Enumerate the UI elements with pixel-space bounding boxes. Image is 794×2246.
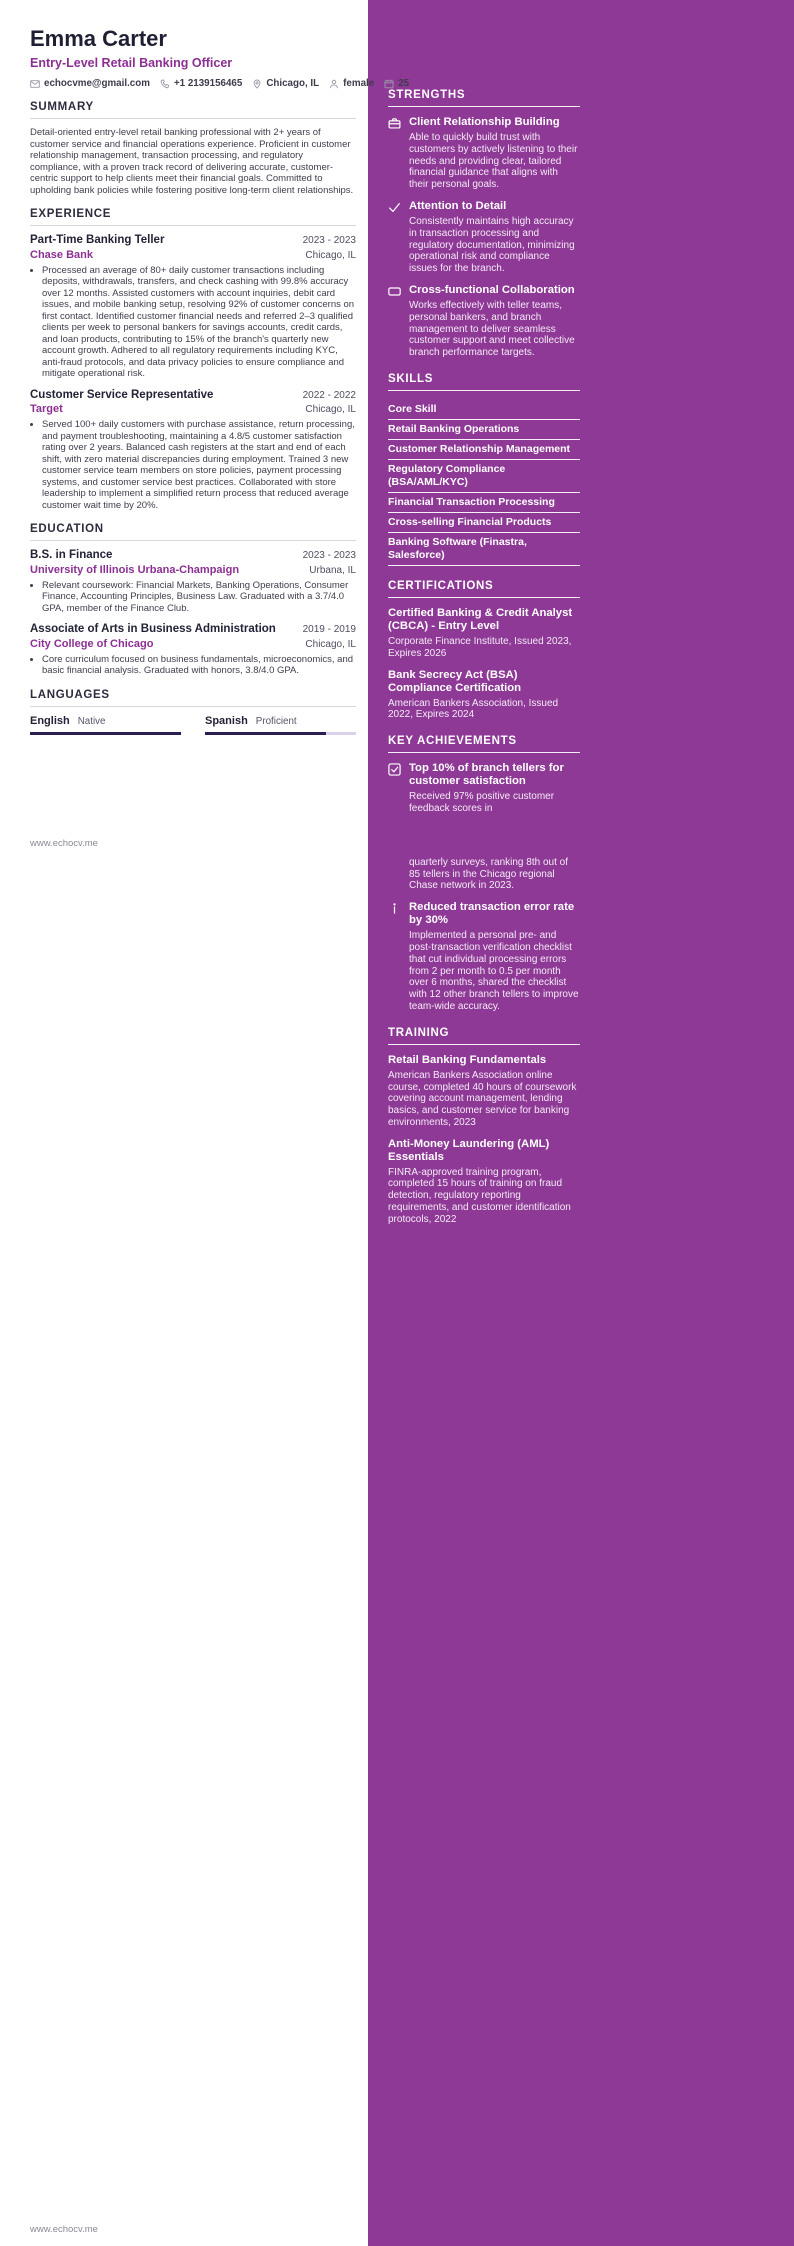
info-icon [388,901,401,1013]
certification-subtitle: Corporate Finance Institute, Issued 2023, Expires 2026 [388,635,572,659]
skill-item: Banking Software (Finastra, Salesforce) [388,533,580,566]
language-name: English [30,714,70,727]
strength-body [409,116,580,191]
certification-subtitle: American Bankers Association, Issued 2022, Expires 2024 [388,697,559,721]
experience-entry [30,234,356,380]
skills-section [388,372,580,566]
achievement-body [409,901,580,1013]
school-name: University of Illinois Urbana-Champaign [30,563,240,576]
languages-grid [30,715,356,735]
job-bullet: • Processed an average of 80+ daily customer transactions including deposits, withdrawals, transfers, and check cashing with 99.8% accuracy over 12 months. Assisted customers with account inquiries, debit card issues, and mobile banking setup, resolving 92% of customer concerns on first contact. Identified customer financial needs and referred 2–3 qualified clients per week to personal bankers for savings accounts, credit cards, and loan products, contributing to 15% of the branch's quarterly new account growth. Adhered to all regulatory requirements including KYC, anti-fraud protocols, and data privacy policies to ensure compliance and mitigate operational risk. [42,265,356,380]
achievement-item [388,901,580,1013]
experience-entry [30,389,356,512]
certification-item [388,607,580,660]
job-company-row [30,402,356,416]
job-title-row [30,234,356,248]
job-title-row [30,389,356,403]
language-level: Proficient [255,715,297,727]
language-label-row [205,715,356,727]
card-icon [388,284,401,359]
footer-url: www.echocv.me [30,838,98,849]
strength-text: Able to quickly build trust with customers by actively listening to their needs and providing clear, tailored financial guidance that aligns with their personal goals. [409,132,578,191]
school-location: Urbana, IL [309,564,356,576]
skill-item: Financial Transaction Processing [388,493,580,513]
contact-age-text: 25 [398,78,410,89]
resume-header [30,26,410,89]
languages-heading: LANGUAGES [30,688,356,707]
languages-section [30,688,356,735]
strengths-heading: STRENGTHS [388,88,580,107]
email-icon [30,79,40,89]
job-location: Chicago, IL [305,249,356,261]
language-proficiency-bar [205,732,356,735]
achievement-body [409,762,580,892]
briefcase-icon [388,116,401,191]
certifications-section [388,579,580,721]
contact-gender-text: female [343,78,375,89]
job-company: Chase Bank [30,248,93,261]
candidate-title: Entry-Level Retail Banking Officer [30,56,233,70]
strength-item [388,116,580,191]
job-bullet: • Served 100+ daily customers with purchase assistance, return processing, and payment troubleshooting, maintaining a 4.8/5 customer satisfaction rating over 2 years. Balanced cash registers at the start and end of each shift, with zero material discrepancies during employment. Trained 3 new customer service team members on store policies, payment processing systems, and customer service best practices. Collaborated with store leadership to implement a simplified return process that reduced average customer wait time by 20%. [42,419,356,511]
page-break-gap [409,815,580,857]
job-bullets [30,419,356,511]
certifications-heading: CERTIFICATIONS [388,579,580,598]
job-company-row [30,248,356,262]
education-section [30,522,356,677]
job-dates: 2023 - 2023 [302,235,356,246]
skill-item: Retail Banking Operations [388,420,580,440]
contact-email [30,78,150,89]
education-bullet: • Core curriculum focused on business fundamentals, microeconomics, and basic financial analysis. Graduated with honors, 3.8/4.0 GPA. [42,654,356,677]
language-label-row [30,715,181,727]
school-row [30,563,356,577]
contact-email-text: echocvme@gmail.com [44,78,150,89]
training-title: Anti-Money Laundering (AML) Essentials [388,1137,550,1163]
check-icon [388,200,401,275]
phone-icon [160,79,170,89]
location-pin-icon [252,79,262,89]
strength-body [409,200,580,275]
education-bullets [30,654,356,677]
strength-title: Cross-functional Collaboration [409,283,575,296]
training-heading: TRAINING [388,1026,580,1045]
strength-text: Works effectively with teller teams, personal bankers, and branch management to deliver seamless customer support and meet collective branch performance targets. [409,299,575,359]
person-icon [329,79,339,89]
contact-age [384,78,409,89]
summary-section [30,100,356,196]
language-proficiency-fill [205,732,326,735]
skills-heading: SKILLS [388,372,580,391]
strength-item [388,200,580,275]
contact-location [252,78,319,89]
achievement-text: Implemented a personal pre- and post-transaction verification checklist that cut individual processing errors from 2 per month to 0.5 per month over 6 months, shared the checklist with 12 other branch tellers to improve team-wide accuracy. [409,930,579,1012]
school-row [30,637,356,651]
contact-phone [160,78,242,89]
training-text: FINRA-approved training program, completed 15 hours of training on fraud detection, regulatory reporting requirements, and customer identification protocols, 2022 [388,1166,571,1225]
main-column [30,26,410,735]
certification-title: Bank Secrecy Act (BSA) Compliance Certification [388,668,522,694]
achievements-heading: KEY ACHIEVEMENTS [388,734,580,753]
job-location: Chicago, IL [305,404,356,415]
training-item [388,1138,580,1226]
certification-title: Certified Banking & Credit Analyst (CBCA) - Entry Level [388,606,573,632]
language-name: Spanish [205,714,248,727]
degree-row [30,549,356,563]
degree-row [30,623,356,637]
experience-section [30,207,356,511]
contact-row [30,78,410,89]
sidebar [368,0,794,2246]
education-heading: EDUCATION [30,522,356,541]
language-proficiency-bar [30,732,181,735]
candidate-name: Emma Carter [30,26,167,51]
strength-item [388,284,580,359]
job-title: Part-Time Banking Teller [30,234,165,246]
training-text: American Bankers Association online course, completed 40 hours of coursework covering account management, lending basics, and customer service for banking environments, 2023 [388,1069,577,1128]
school-name: City College of Chicago [30,637,154,650]
skill-item: Regulatory Compliance (BSA/AML/KYC) [388,460,580,493]
contact-phone-text: +1 2139156465 [173,78,243,89]
language-item [30,715,181,735]
achievement-title: Reduced transaction error rate by 30% [409,901,575,927]
education-entry [30,549,356,614]
job-title: Customer Service Representative [30,388,214,401]
checkbox-checked-icon [388,762,401,892]
footer-url: www.echocv.me [30,2224,98,2235]
job-company: Target [30,403,63,415]
summary-text: Detail-oriented entry-level retail banking professional with 2+ years of customer service and financial operations experience. Proficient in customer relationship management, transaction processing, and regulatory compliance, with a proven track record of delivering accurate, customer-centric support to help clients meet their financial goals. Committed to upholding bank policies while fostering positive long-term client relationships. [30,127,354,196]
education-entry [30,623,356,677]
strength-title: Client Relationship Building [409,116,560,128]
strength-body [409,284,580,359]
achievement-title: Top 10% of branch tellers for customer satisfaction [409,762,564,788]
training-section [388,1026,580,1226]
experience-heading: EXPERIENCE [30,207,356,226]
training-item [388,1054,580,1129]
contact-location-text: Chicago, IL [266,78,320,89]
language-level: Native [77,715,106,727]
training-title: Retail Banking Fundamentals [388,1053,547,1066]
achievements-section [388,734,580,1013]
skill-item: Core Skill [388,400,580,420]
degree-title: Associate of Arts in Business Administration [30,623,276,635]
language-item [205,715,356,735]
summary-heading: SUMMARY [30,100,356,119]
contact-gender [329,78,374,89]
strengths-section [388,88,580,359]
degree-dates: 2023 - 2023 [302,550,356,561]
job-bullets [30,265,356,380]
strength-text: Consistently maintains high accuracy in transaction processing and regulatory documentation, minimizing operational risk and compliance issues for the branch. [409,215,575,275]
education-bullet: • Relevant coursework: Financial Markets, Banking Operations, Consumer Finance, Accounting Principles, Business Law. Graduated with a 3.7/4.0 GPA, member of the Finance Club. [42,580,356,615]
calendar-icon [384,79,394,89]
school-location: Chicago, IL [305,638,356,650]
sidebar-content [368,0,580,1226]
degree-dates: 2019 - 2019 [302,624,356,635]
degree-title: B.S. in Finance [30,549,113,561]
skill-item: Cross-selling Financial Products [388,513,580,533]
job-dates: 2022 - 2022 [302,389,356,401]
language-proficiency-fill [30,732,181,735]
achievement-text-before-break: Received 97% positive customer feedback scores in [409,791,555,814]
achievement-item [388,762,580,892]
education-bullets [30,580,356,615]
strength-title: Attention to Detail [409,199,507,212]
certification-item [388,669,580,722]
skill-item: Customer Relationship Management [388,440,580,460]
achievement-text-after-break: quarterly surveys, ranking 8th out of 85 tellers in the Chicago regional Chase network in 2023. [409,856,568,892]
